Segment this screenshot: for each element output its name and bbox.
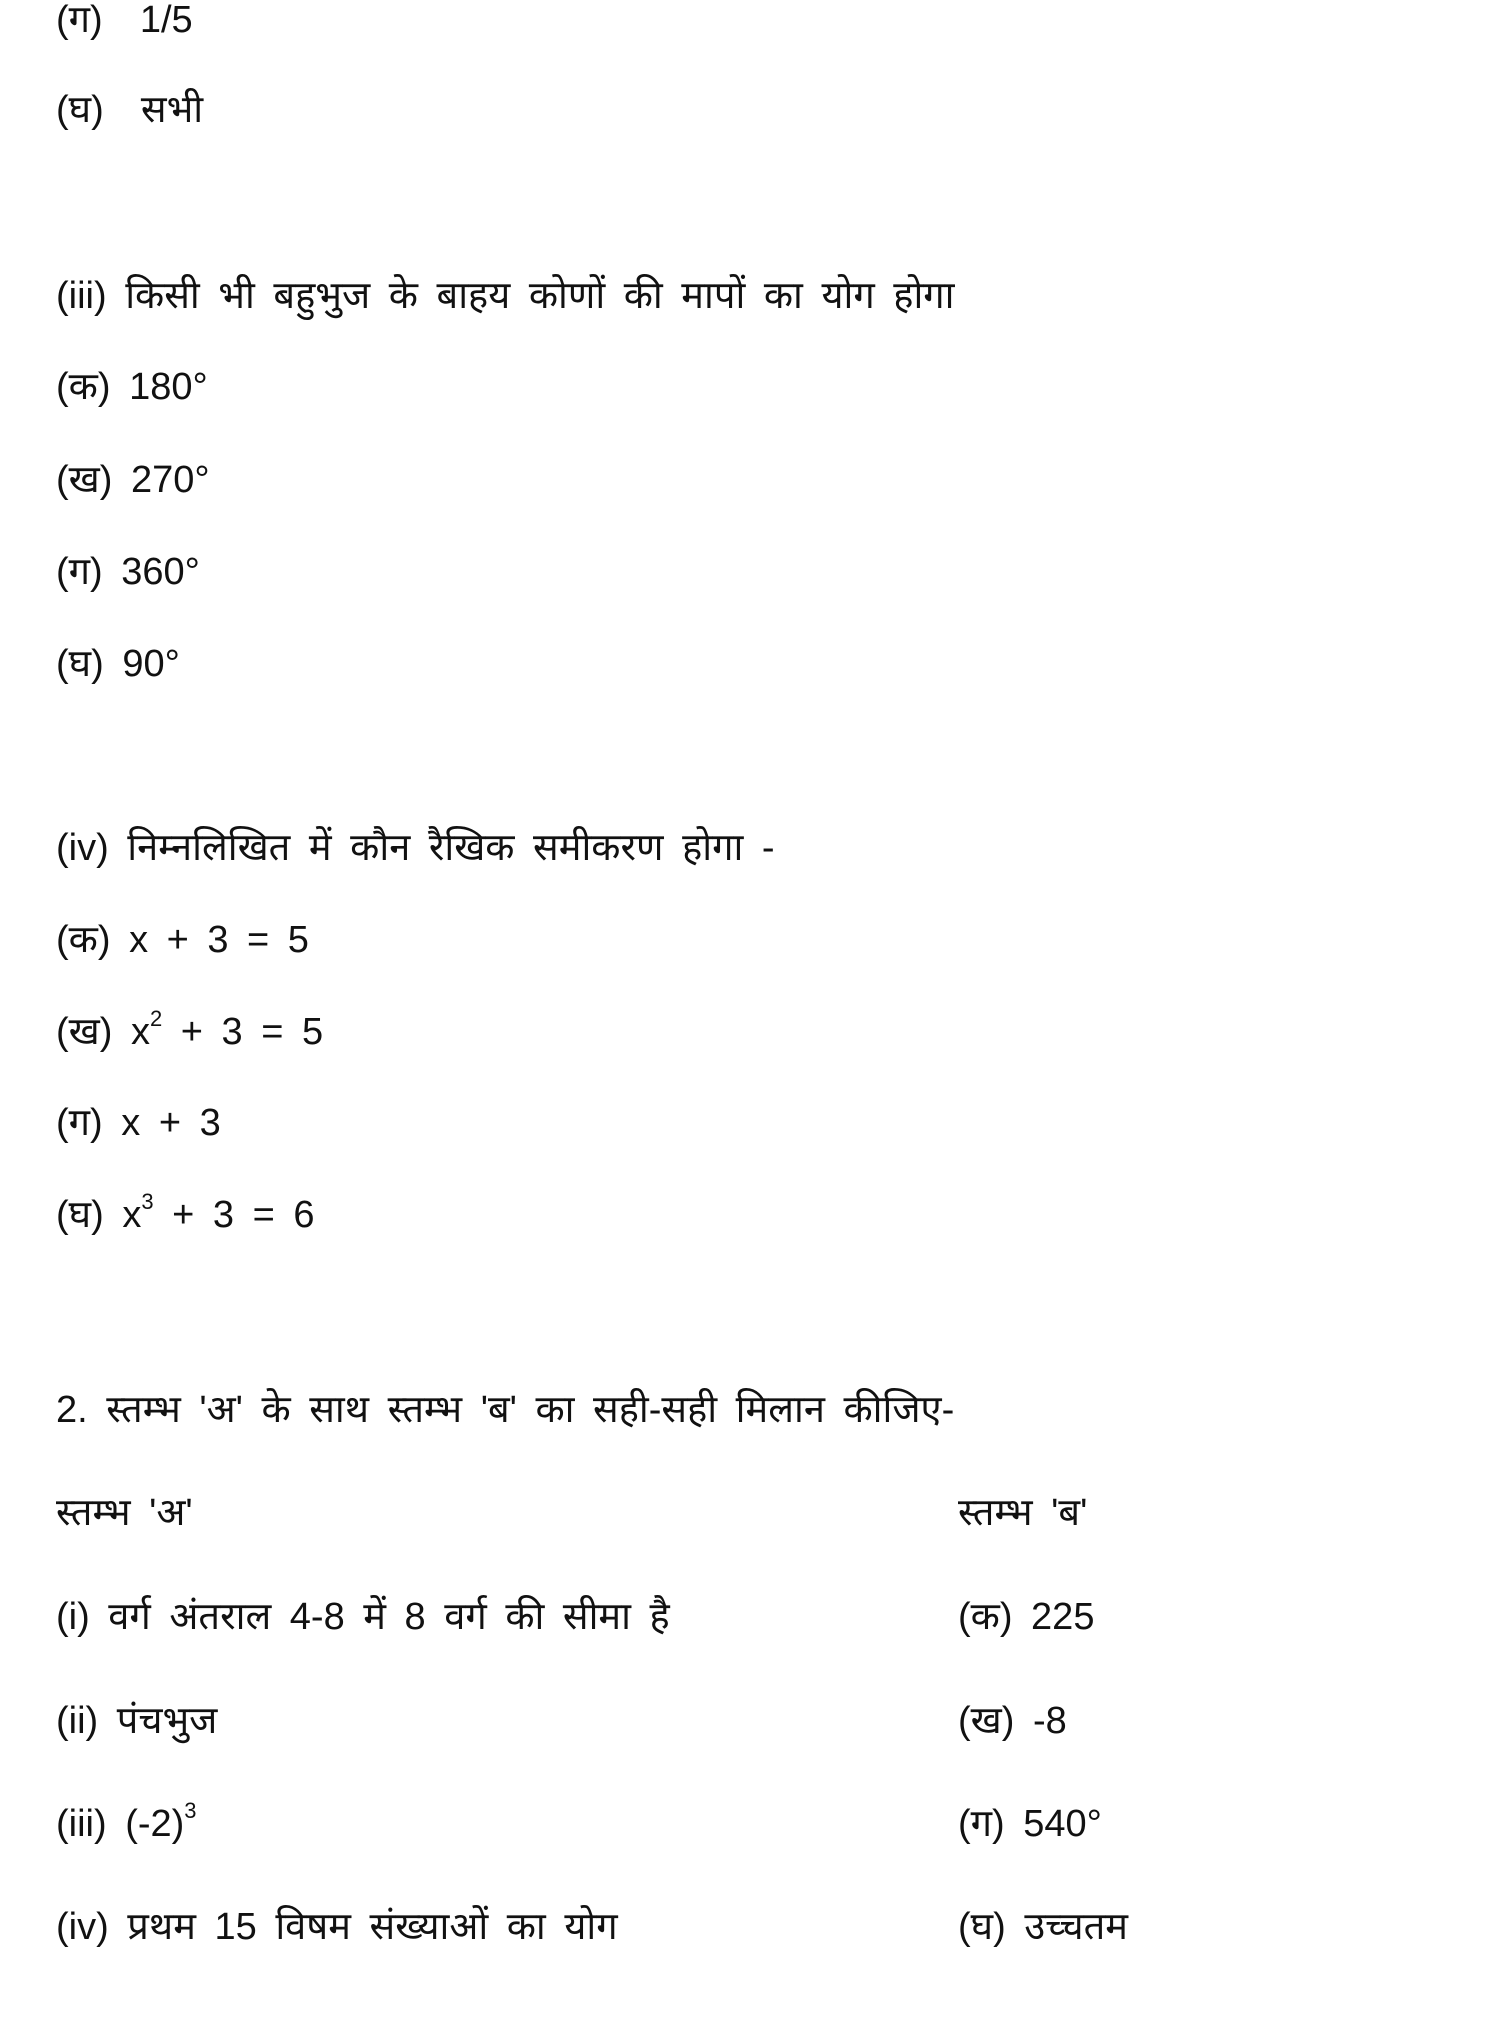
column-a-header: स्तम्भ 'अ' [56,1492,193,1534]
option-label: (क) [56,366,111,408]
option-rest: + 3 [140,1102,221,1144]
option-label: (घ) [56,1194,104,1236]
option-rest: + 3 = 5 [148,919,309,961]
column-b-item: (ख) -8 [958,1700,1067,1742]
option-label: (घ) [56,89,104,131]
item-text: (iv) प्रथम 15 विषम संख्याओं का योग [56,1906,618,1948]
option-base: x [121,1102,141,1144]
option-label: (क) [56,919,111,961]
option-label: (ग) [56,1102,103,1144]
option-base: x [130,1011,150,1053]
option-ga [56,0,193,43]
option-label: (ग) [56,551,103,593]
option-exponent: 3 [141,1189,154,1214]
column-a-item [56,1904,618,1950]
option-label: (घ) [56,643,104,685]
column-a-item [56,1798,197,1847]
option-text: 1/5 [139,0,193,41]
column-b-item: (घ) उच्चतम [958,1906,1128,1948]
option-text: 270° [130,459,210,501]
option-ga [56,549,200,595]
option-gha [56,641,180,687]
option-exponent: 2 [149,1006,163,1031]
option-rest: + 3 = 6 [153,1194,315,1236]
option-ka [56,364,208,410]
option-kha [56,457,210,503]
option-label: (ख) [56,459,113,501]
option-base: x [122,1194,142,1236]
option-text: 90° [122,643,180,685]
option-ga [56,1100,221,1146]
column-a-item [56,1698,217,1744]
item-text: (i) वर्ग अंतराल 4-8 में 8 वर्ग की सीमा है [56,1596,670,1638]
option-gha [56,1189,315,1238]
column-a-item [56,1594,670,1640]
column-b-header: स्तम्भ 'ब' [958,1492,1088,1534]
option-label: (ख) [56,1011,113,1053]
item-exponent: 3 [184,1798,197,1823]
match-heading: 2. स्तम्भ 'अ' के साथ स्तम्भ 'ब' का सही-सही मिलान कीजिए- [56,1389,955,1431]
option-text: 360° [121,551,200,593]
item-text: (ii) पंचभुज [56,1700,218,1742]
item-text: (iii) (-2) [56,1803,185,1845]
option-text: 180° [129,366,208,408]
option-base: x [129,919,149,961]
column-b-item: (क) 225 [958,1596,1095,1638]
option-text: सभी [140,89,204,131]
column-b-item: (ग) 540° [958,1803,1102,1845]
question-text: (iii) किसी भी बहुभुज के बाहय कोणों की मापों का योग होगा [56,275,955,317]
option-gha [56,87,203,133]
option-rest: + 3 = 5 [162,1011,324,1053]
question-text: (iv) निम्नलिखित में कौन रैखिक समीकरण होगा - [56,827,775,869]
option-kha [56,1006,324,1055]
option-ka [56,917,309,963]
option-label: (ग) [56,0,103,41]
